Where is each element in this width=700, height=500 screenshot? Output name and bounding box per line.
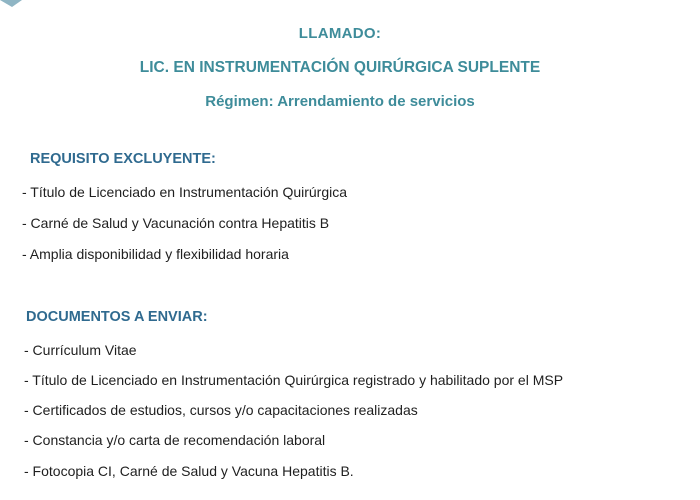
- regime-subtitle: Régimen: Arrendamiento de servicios: [205, 93, 475, 110]
- document-item: - Título de Licenciado en Instrumentación Quirúrgica registrado y habilitado por el MSP: [24, 372, 564, 388]
- document-item: - Constancia y/o carta de recomendación laboral: [24, 432, 326, 448]
- position-title: LIC. EN INSTRUMENTACIÓN QUIRÚRGICA SUPLENTE: [139, 59, 541, 76]
- document-item: - Certificados de estudios, cursos y/o capacitaciones realizadas: [24, 402, 418, 418]
- document-item: - Currículum Vitae: [24, 342, 137, 358]
- requirement-item: - Carné de Salud y Vacunación contra Hepatitis B: [22, 215, 330, 231]
- requirements-heading: REQUISITO EXCLUYENTE:: [30, 151, 216, 167]
- document-item: - Fotocopia CI, Carné de Salud y Vacuna Hepatitis B.: [24, 463, 354, 479]
- requirement-item: - Amplia disponibilidad y flexibilidad horaria: [22, 246, 289, 262]
- call-label: LLAMADO:: [298, 25, 382, 42]
- documents-heading: DOCUMENTOS A ENVIAR:: [26, 309, 208, 325]
- requirement-item: - Título de Licenciado en Instrumentación Quirúrgica: [22, 184, 348, 200]
- corner-accent-icon: [0, 0, 22, 8]
